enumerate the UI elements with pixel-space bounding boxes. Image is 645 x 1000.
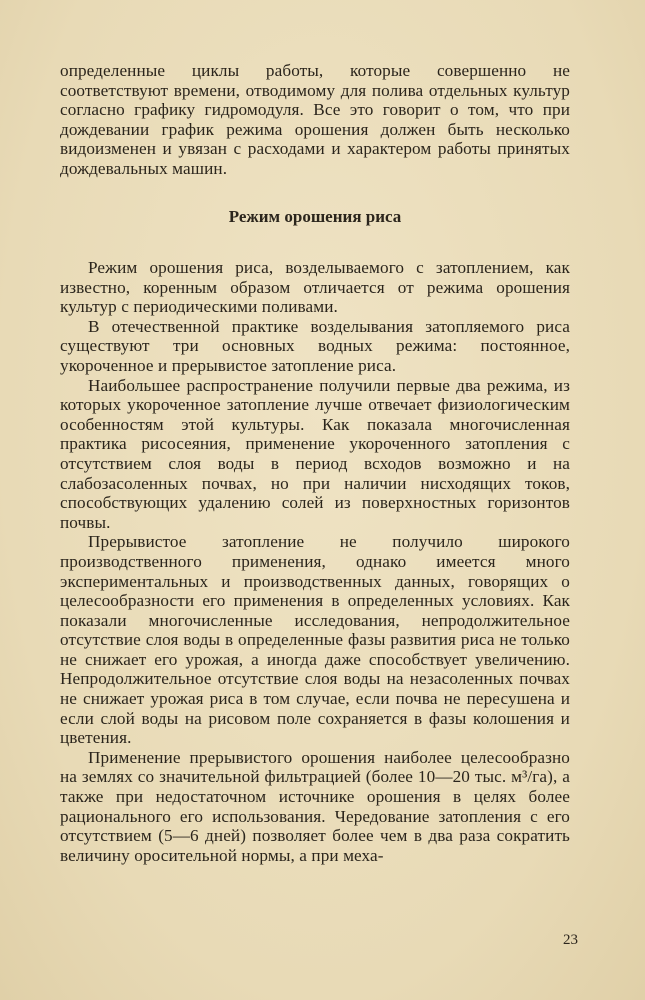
section-title: Режим орошения риса — [228, 207, 402, 226]
paragraph-1: Режим орошения риса, возделываемого с затоплением, как известно, коренным образом отличается от режима орошения культур с периодическими поливами. — [60, 258, 570, 317]
body-text-block — [60, 258, 570, 865]
paragraph-5: Применение прерывистого орошения наиболее целесообразно на землях со значительной фильтрацией (более 10—20 тыс. м³/га), а также при недостаточном источнике орошения в целях более рационального его использования. Чередование затопления с его отсутствием (5—6 дней) позволяет более чем в два раза сократить величину оросительной нормы, а при меха- — [60, 747, 570, 865]
paragraph-3: Наибольшее распространение получили первые два режима, из которых укороченное затопление лучше отвечает физиологическим особенностям этой культуры. Как показала многочисленная практика рисосеяния, применение укороченного затопления с отсутствием слоя воды в период всходов возможно и на слабозасоленных почвах, но при наличии нисходящих токов, способствующих удалению солей из поверхностных горизонтов почвы. — [60, 375, 570, 532]
intro-paragraph: определенные циклы работы, которые совершенно не соответствуют времени, отводимому для полива отдельных культур согласно графику гидромодуля. Все это говорит о том, что при дождевании график режима орошения должен быть несколько видоизменен и увязан с расходами и характером работы принятых дождевальных машин. — [60, 61, 570, 178]
paragraph-2: В отечественной практике возделывания затопляемого риса существуют три основных водных режима: постоянное, укороченное и прерывистое затопление риса. — [60, 316, 570, 375]
page-number: 23 — [563, 932, 578, 948]
intro-text-block — [60, 61, 570, 179]
paragraph-4: Прерывистое затопление не получило широкого производственного применения, однако имеется много экспериментальных и производственных данных, говорящих о целесообразности его применения в определенных условиях. Как показали многочисленные исследования, непродолжительное отсутствие слоя воды в определенные фазы развития риса не только не снижает его урожая, а иногда даже способствует увеличению. Непродолжительное отсутствие слоя воды на незасоленных почвах не снижает урожая риса в том случае, если почва не пересушена и если слой воды на рисовом поле сохраняется в фазы колошения и цветения. — [60, 532, 570, 748]
